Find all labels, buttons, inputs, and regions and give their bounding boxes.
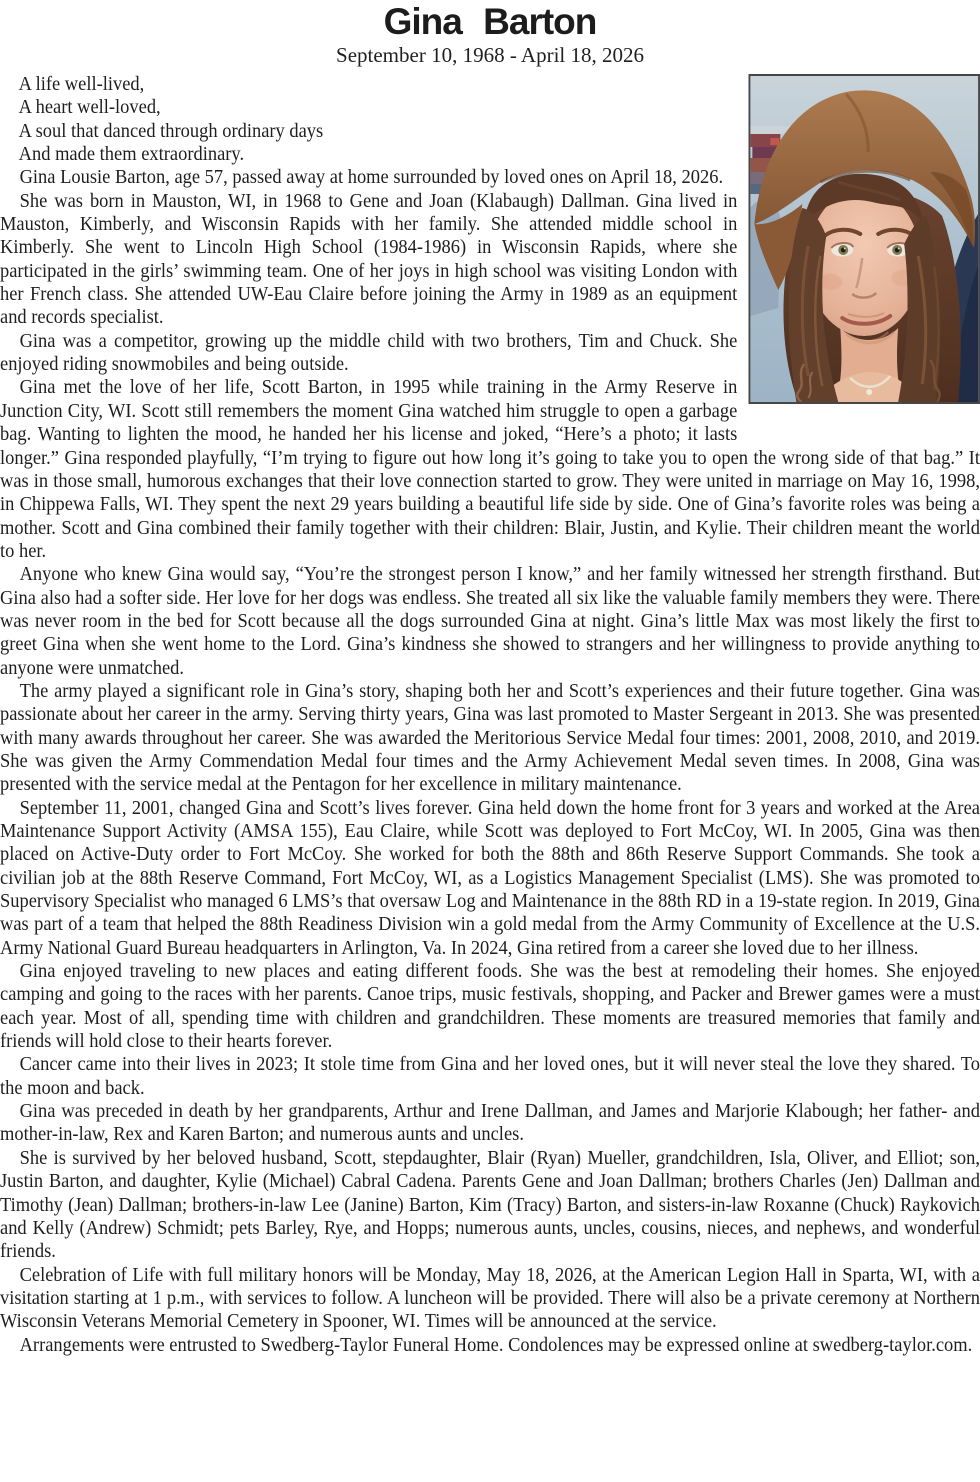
portrait-photo (749, 74, 980, 404)
obituary-paragraph: Gina was preceded in death by her grandparents, Arthur and Irene Dallman, and James and Marjorie Klabough; her father- and mother-in-law, Rex and Karen Barton; and numerous aunts and uncles. (0, 1100, 980, 1146)
obituary-paragraph: Arrangements were entrusted to Swedberg-Taylor Funeral Home. Condolences may be expressed online at swedberg-taylor.com. (19, 1333, 973, 1356)
obituary-body (0, 73, 980, 1357)
poem-line: A heart well-loved, (18, 96, 161, 119)
obituary-paragraph: She was born in Mauston, WI, in 1968 to Gene and Joan (Klabaugh) Dallman. Gina lived in Mauston, Kimberly, and Wisconsin Rapids with her family. She attended middle school in Kimberly. She went to Lincoln High School (1984-1986) in Wisconsin Rapids, where she participated in the girls’ swimming team. One of her joys in high school was visiting London with her French class. She attended UW-Eau Claire before joining the Army in 1989 as an equipment and records specialist. (0, 189, 738, 329)
obituary-paragraph: Celebration of Life with full military honors will be Monday, May 18, 2026, at the American Legion Hall in Sparta, WI, with a visitation starting at 1 p.m., with services to follow. A luncheon will be provided. There will also be a private ceremony at Northern Wisconsin Veterans Memorial Cemetery in Spooner, WI. Times will be announced at the service. (0, 1263, 980, 1333)
poem-line: A soul that danced through ordinary days (18, 119, 324, 142)
life-dates: September 10, 1968 - April 18, 2026 (336, 43, 644, 67)
obituary-header (0, 0, 980, 68)
page-title: Gina Barton (383, 1, 597, 42)
obituary-paragraph: Cancer came into their lives in 2023; It stole time from Gina and her loved ones, but it will never steal the love they shared. To the moon and back. (0, 1053, 980, 1099)
poem-line: A life well-lived, (18, 73, 145, 95)
obituary-paragraph: Gina Lousie Barton, age 57, passed away at home surrounded by loved ones on April 18, 2026. (19, 166, 724, 189)
obituary-paragraph: Gina met the love of her life, Scott Barton, in 1995 while training in the Army Reserve in Junction City, WI. Scott still remembers the moment Gina watched him struggle to open a garbage bag. Wanting to lighten the mood, he handed her his license and joked, “Here’s a photo; it lasts longer.” Gina responded playfully, “I’m trying to figure out how long it’s going to take you to open the wrong side of that bag.” It was in those small, humorous exchanges that their love connection started to grow. They were united in marriage on May 16, 1998, in Chippewa Falls, WI. They spent the next 29 years building a beautiful life side by side. One of Gina’s favorite roles was being a mother. Scott and Gina combined their family together with their children: Blair, Justin, and Kylie. Their children meant the world to her. (0, 376, 980, 562)
portrait-illustration (750, 76, 978, 402)
obituary-paragraph: Gina enjoyed traveling to new places and eating different foods. She was the best at remodeling their homes. She enjoyed camping and going to the races with her parents. Canoe trips, music festivals, shopping, and Packer and Brewer games were a must each year. Most of all, spending time with children and grandchildren. These moments are treasured memories that family and friends will hold close to their hearts forever. (0, 960, 980, 1053)
obituary-paragraph: Gina was a competitor, growing up the middle child with two brothers, Tim and Chuck. She enjoyed riding snowmobiles and being outside. (0, 329, 738, 376)
poem-line: And made them extraordinary. (18, 143, 245, 166)
obituary-paragraph: She is survived by her beloved husband, Scott, stepdaughter, Blair (Ryan) Mueller, grandchildren, Isla, Oliver, and Elliot; son, Justin Barton, and daughter, Kylie (Michael) Cabral Cadena. Parents Gene and Joan Dallman; brothers Charles (Jen) Dallman and Timothy (Jean) Dallman; brothers-in-law Lee (Janine) Barton, Kim (Tracy) Barton, and sisters-in-law Roxanne (Chuck) Raykovich and Kelly (Andrew) Schmidt; pets Barley, Rye, and Hopps; numerous aunts, uncles, cousins, nieces, and nephews, and wonderful friends. (0, 1146, 980, 1263)
obituary-paragraph: Anyone who knew Gina would say, “You’re the strongest person I know,” and her family witnessed her strength firsthand. But Gina also had a softer side. Her love for her dogs was endless. She treated all six like the valuable family members they were. There was never room in the bed for Scott because all the dogs surrounded Gina at night. Gina’s little Max was most likely the first to greet Gina when she went home to the Lord. Gina’s kindness she showed to strangers and her willingness to provide anything to anyone were unmatched. (0, 563, 980, 679)
obituary-paragraph: The army played a significant role in Gina’s story, shaping both her and Scott’s experiences and their future together. Gina was passionate about her career in the army. Serving thirty years, Gina was last promoted to Master Sergeant in 2013. She was presented with many awards throughout her career. She was awarded the Meritorious Service Medal four times: 2001, 2008, 2010, and 2019. She was given the Army Commendation Medal four times and the Army Achievement Medal seven times. In 2008, Gina was presented with the service medal at the Pentagon for her excellence in military maintenance. (0, 679, 980, 796)
obituary-paragraph: September 11, 2001, changed Gina and Scott’s lives forever. Gina held down the home front for 3 years and worked at the Area Maintenance Support Activity (AMSA 155), Eau Claire, while Scott was deployed to Fort McCoy, WI. In 2005, Gina was then placed on Active-Duty order to Fort McCoy. She worked for both the 88th and 86th Reserve Support Commands. She took a civilian job at the 88th Reserve Command, Fort McCoy, WI, as a Logistics Management Specialist (LMS). She was promoted to Supervisory Specialist who managed 6 LMS’s that oversaw Log and Maintenance in the 88th RD in a 19-state region. In 2019, Gina was part of a team that helped the 88th Readiness Division win a gold medal from the Army Community of Excellence at the U.S. Army National Guard Bureau headquarters in Arlington, Va. In 2024, Gina retired from a career she loved due to her illness. (0, 796, 980, 959)
